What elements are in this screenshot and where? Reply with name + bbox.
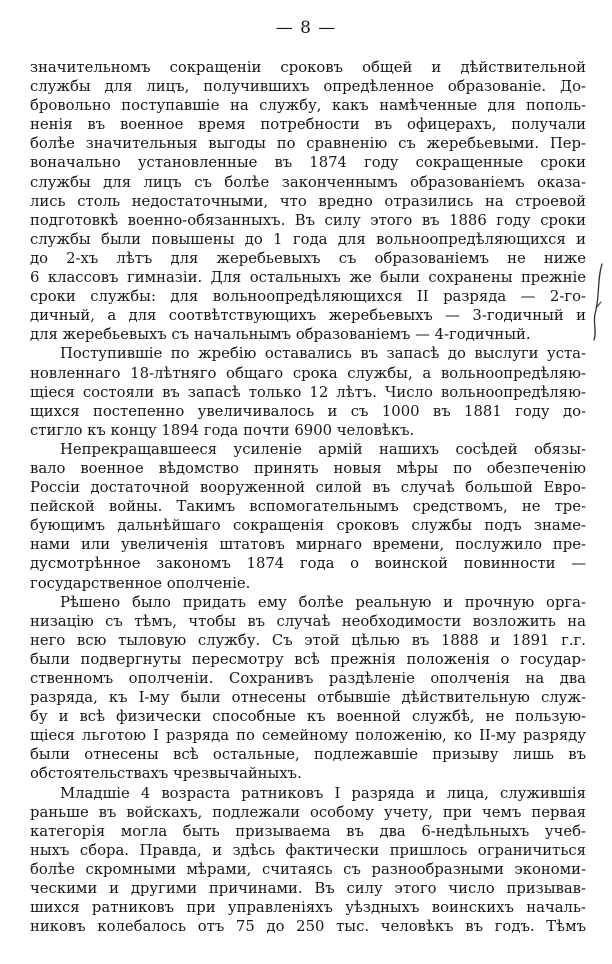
- text-line: пейской войны. Такимъ вспомогательнымъ средствомъ, не тре-: [30, 498, 586, 516]
- text-line: разряда, къ I-му были отнесены отбывшіе дѣйствительную служ-: [30, 689, 586, 707]
- text-line: нами или увеличенія штатовъ мирнаго времени, послужило пре-: [30, 536, 586, 554]
- text-line: службы были повышены до 1 года для вольноопредѣляющихся и: [30, 230, 586, 248]
- text-line: щихся постепенно увеличивалось и съ 1000 въ 1881 году до-: [30, 402, 586, 420]
- text-line: ненія въ военное время потребности въ офицерахъ, получали: [30, 116, 586, 134]
- text-line: ческими и другими причинами. Въ силу этого число призывав-: [30, 880, 586, 898]
- text-line: ныхъ сбора. Правда, и здѣсь фактически пришлось ограничиться: [30, 841, 586, 859]
- text-line: категорія могла быть призываема въ два 6-недѣльныхъ учеб-: [30, 822, 586, 840]
- handwritten-margin-mark: [588, 262, 608, 342]
- paragraph-2: [30, 344, 586, 439]
- paragraph-5: [30, 784, 586, 937]
- text-line: воначально установленные въ 1874 году сокращенные сроки: [30, 154, 586, 172]
- text-line: низацію съ тѣмъ, чтобы въ случаѣ необходимости возложить на: [30, 612, 586, 630]
- text-line: щіеся состояли въ запасѣ только 12 лѣтъ. Число вольноопредѣляю-: [30, 383, 586, 401]
- text-line: дусмотрѣнное закономъ 1874 года о воинской повинности —: [30, 555, 586, 573]
- paragraph-4: [30, 593, 586, 784]
- text-line: для жеребьевыхъ съ начальнымъ образованіемъ — 4-годичный.: [30, 326, 531, 344]
- text-line: Рѣшено было придать ему болѣе реальную и прочную орга-: [60, 593, 586, 611]
- text-line: 6 классовъ гимназіи. Для остальныхъ же были сохранены прежніе: [30, 269, 586, 287]
- text-line: подготовкѣ военно-обязанныхъ. Въ силу этого въ 1886 году сроки: [30, 211, 586, 229]
- text-line: него всю тыловую службу. Съ этой цѣлью въ 1888 и 1891 г.г.: [30, 631, 586, 649]
- paragraph-3: [30, 440, 586, 593]
- text-line: Непрекращавшееся усиленіе армій нашихъ сосѣдей обязы-: [60, 440, 586, 458]
- text-line: сроки службы: для вольноопредѣляющихся II разряда — 2-го-: [30, 288, 586, 306]
- text-line: бу и всѣ физически способные къ военной службѣ, не пользую-: [30, 708, 586, 726]
- text-line: стигло къ концу 1894 года почти 6900 человѣкъ.: [30, 421, 415, 439]
- text-line: никовъ колебалось отъ 75 до 250 тыс. человѣкъ въ годъ. Тѣмъ: [30, 918, 586, 936]
- text-line: шихся ратниковъ при управленіяхъ уѣздныхъ воинскихъ началь-: [30, 899, 586, 917]
- text-line: бующимъ дальнѣйшаго сокращенія сроковъ службы подъ знаме-: [30, 517, 586, 535]
- text-line: раньше въ войскахъ, подлежали особому учету, при чемъ первая: [30, 803, 586, 821]
- paragraph-1: [30, 58, 586, 344]
- text-line: были подвергнуты пересмотру всѣ прежнія положенія о государ-: [30, 650, 586, 668]
- text-line: значительномъ сокращеніи сроковъ общей и дѣйствительной: [30, 59, 586, 76]
- text-line: болѣе значительныя выгоды по сравненію съ жеребьевыми. Пер-: [30, 135, 586, 153]
- text-line: обстоятельствахъ чрезвычайныхъ.: [30, 765, 302, 783]
- text-line: болѣе скромными мѣрами, считаясь съ разнообразными экономи-: [30, 860, 586, 878]
- page-number: — 8 —: [275, 18, 337, 38]
- text-line: дичный, а для соотвѣтствующихъ жеребьевыхъ — 3-годичный и: [30, 307, 586, 325]
- body-text: [30, 58, 586, 936]
- text-line: государственное ополченіе.: [30, 574, 251, 592]
- text-line: щіеся льготою I разряда по семейному положенію, ко II-му разряду: [30, 727, 586, 745]
- text-line: были отнесены всѣ остальные, подлежавшіе призыву лишь въ: [30, 746, 586, 764]
- text-line: службы для лицъ, получившихъ опредѣленное образованіе. До-: [30, 78, 586, 96]
- text-line: новленнаго 18-лѣтняго общаго срока службы, а вольноопредѣляю-: [30, 364, 586, 382]
- text-line: вало военное вѣдомство принять новыя мѣры по обезпеченію: [30, 459, 586, 477]
- text-line: бровольно поступавшіе на службу, какъ намѣченные для пополь-: [30, 97, 586, 115]
- text-line: до 2-хъ лѣтъ для жеребьевыхъ съ образованіемъ не ниже: [30, 249, 586, 267]
- text-line: ственномъ ополченіи. Сохранивъ раздѣленіе ополченія на два: [30, 670, 586, 687]
- text-line: Россіи достаточной вооруженной силой въ случаѣ большой Евро-: [30, 479, 586, 497]
- text-line: службы для лицъ съ болѣе законченнымъ образованіемъ оказа-: [30, 173, 586, 191]
- text-line: лись столь недостаточными, что вредно отразились на строевой: [30, 192, 586, 210]
- text-line: Младшіе 4 возраста ратниковъ I разряда и лица, служившія: [60, 784, 586, 802]
- text-line: Поступившіе по жребію оставались въ запасѣ до выслуги уста-: [60, 345, 586, 363]
